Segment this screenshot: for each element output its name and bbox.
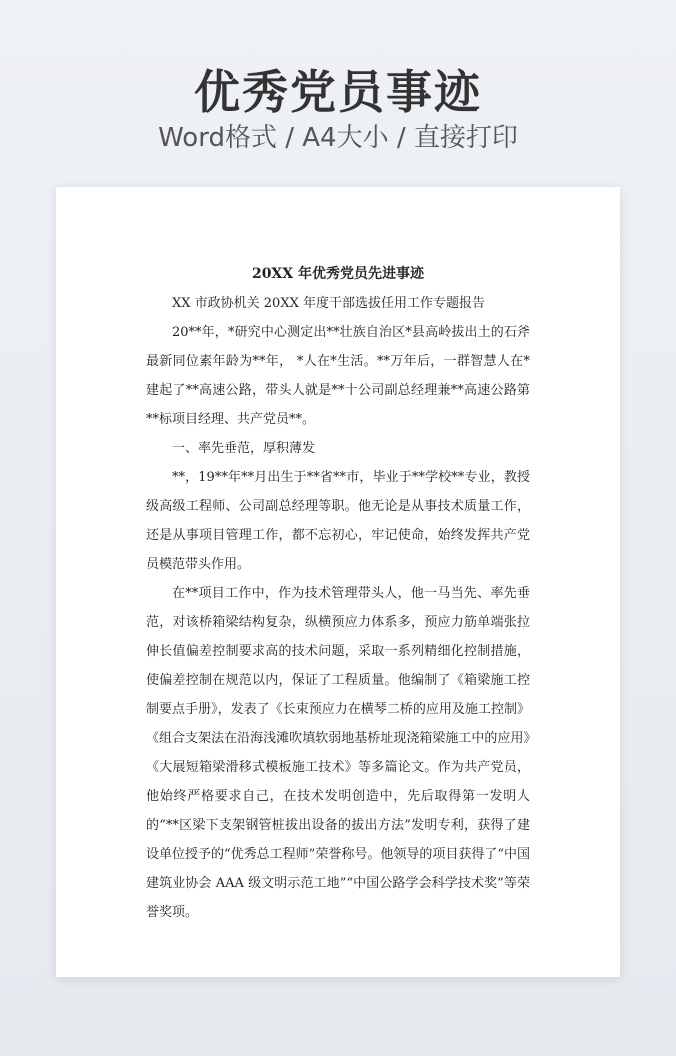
banner-title: 优秀党员事迹: [194, 65, 482, 119]
intro-paragraph: 20**年，*研究中心测定出**壮族自治区*县高岭拔出土的石斧最新同位素年龄为**年， *人在*生活。**万年后，一群智慧人在*建起了**高速公路，带头人就是**十公司副总经理兼**高速公路第**标项目经理、共产党员**。: [146, 325, 530, 427]
section-heading: 一、率先垂范，厚积薄发: [172, 441, 316, 456]
document-body: [146, 259, 530, 927]
document-page: [56, 187, 620, 977]
report-line: XX 市政协机关 20XX 年度干部选拔任用工作专题报告: [172, 296, 485, 311]
document-title: 20XX 年优秀党员先进事迹: [251, 266, 425, 282]
banner-subtitle: Word格式 / A4大小 / 直接打印: [158, 123, 518, 153]
bio-paragraph: **，19**年**月出生于**省**市，毕业于**学校**专业，教授级高级工程师、公司副总经理等职。他无论是从事技术质量工作，还是从事项目管理工作，都不忘初心，牢记使命，始终发挥共产党员模范带头作用。: [146, 470, 530, 572]
header-banner: [0, 0, 676, 186]
project-paragraph: 在**项目工作中，作为技术管理带头人，他一马当先、率先垂范，对该桥箱梁结构复杂，纵横预应力体系多，预应力筋单端张拉伸长值偏差控制要求高的技术问题，采取一系列精细化控制措施，使偏差控制在规范以内，保证了工程质量。他编制了《箱梁施工控制要点手册》，发表了《长束预应力在横琴二桥的应用及施工控制》《组合支架法在沿海浅滩吹填软弱地基桥址现浇箱梁施工中的应用》《大展短箱梁滑移式模板施工技术》等多篇论文。作为共产党员，他始终严格要求自己，在技术发明创造中，先后取得第一发明人的“**区梁下支架钢管桩拔出设备的拔出方法”发明专利，获得了建设单位授予的“优秀总工程师”荣誉称号。他领导的项目获得了“中国建筑业协会 AAA 级文明示范工地”“中国公路学会科学技术奖”等荣誉奖项。: [146, 586, 530, 920]
